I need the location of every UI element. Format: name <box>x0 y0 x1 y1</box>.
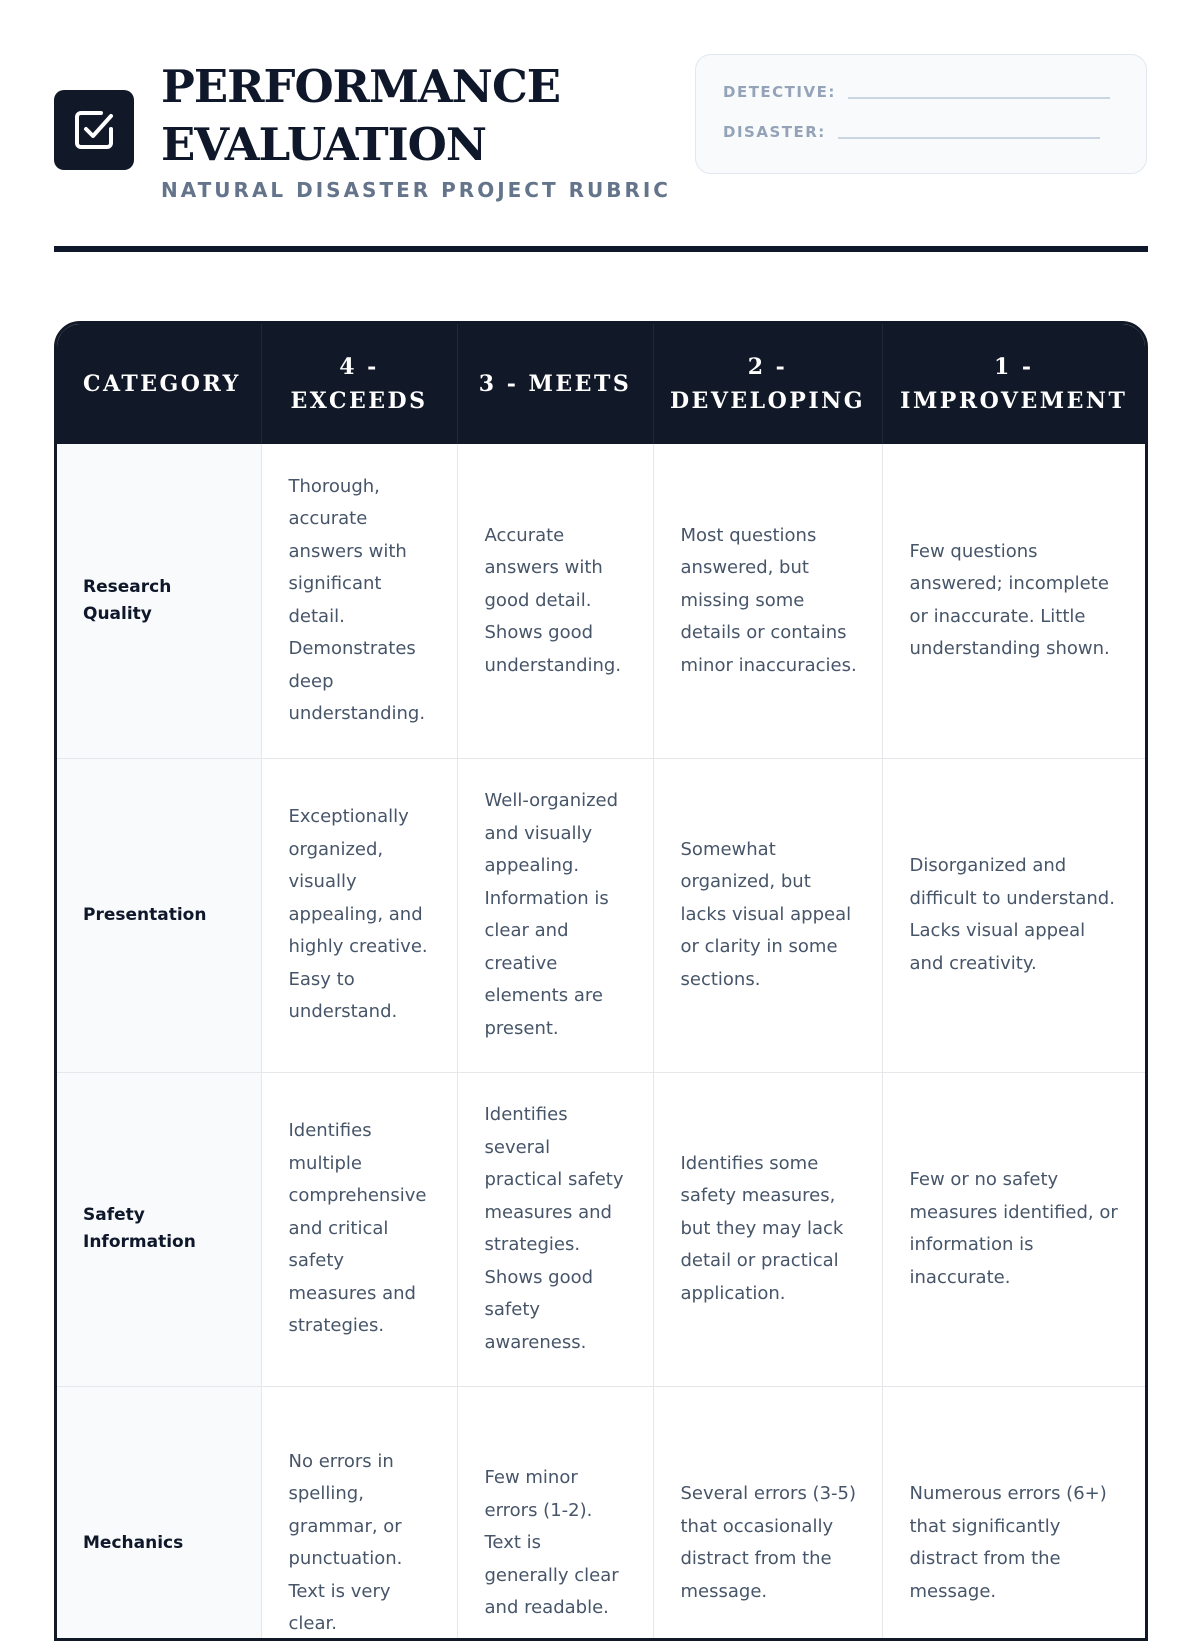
disaster-row <box>723 123 1100 141</box>
logo <box>54 90 134 170</box>
rubric-cell: Few questions answered; incomplete or inaccurate. Little understanding shown. <box>882 444 1145 758</box>
table-row <box>57 758 1145 1072</box>
table-row <box>57 1072 1145 1386</box>
disaster-field[interactable] <box>838 137 1100 139</box>
row-category: Mechanics <box>57 1386 261 1641</box>
detective-label: DETECTIVE: <box>723 83 836 101</box>
detective-row <box>723 83 1110 101</box>
checkbox-icon <box>71 107 117 153</box>
column-header-developing: 2 - DEVELOPING <box>653 324 882 444</box>
page-title-line-1: PERFORMANCE <box>161 60 561 113</box>
rubric-cell: Few minor errors (1-2). Text is generally clear and readable. <box>457 1386 653 1641</box>
rubric-cell: Most questions answered, but missing some details or contains minor inaccuracies. <box>653 444 882 758</box>
row-category: Safety Information <box>57 1072 261 1386</box>
row-category: Presentation <box>57 758 261 1072</box>
column-header-exceeds: 4 - EXCEEDS <box>261 324 457 444</box>
column-header-category: CATEGORY <box>57 324 261 444</box>
rubric-cell: Disorganized and difficult to understand. Lacks visual appeal and creativity. <box>882 758 1145 1072</box>
table-header-row <box>57 324 1145 444</box>
column-header-improvement: 1 - IMPROVEMENT <box>882 324 1145 444</box>
page-header <box>54 54 1148 204</box>
rubric-table <box>54 321 1148 1641</box>
column-header-meets: 3 - MEETS <box>457 324 653 444</box>
rubric-cell: Identifies multiple comprehensive and critical safety measures and strategies. <box>261 1072 457 1386</box>
rubric-cell: Few or no safety measures identified, or information is inaccurate. <box>882 1072 1145 1386</box>
table-row <box>57 444 1145 758</box>
rubric-cell: No errors in spelling, grammar, or punctuation. Text is very clear. <box>261 1386 457 1641</box>
rubric-cell: Somewhat organized, but lacks visual appeal or clarity in some sections. <box>653 758 882 1072</box>
header-divider <box>54 246 1148 252</box>
info-card <box>695 54 1147 174</box>
rubric-cell: Numerous errors (6+) that significantly distract from the message. <box>909 1483 1107 1602</box>
page-subtitle: NATURAL DISASTER PROJECT RUBRIC <box>161 178 671 202</box>
row-category: Research Quality <box>57 444 261 758</box>
rubric-cell: Thorough, accurate answers with significant detail. Demonstrates deep understanding. <box>261 444 457 758</box>
page-title-line-2: EVALUATION <box>161 118 486 171</box>
rubric-cell: Several errors (3-5) that occasionally distract from the message. <box>653 1386 882 1641</box>
rubric-cell: Identifies several practical safety measures and strategies. Shows good safety awareness. <box>457 1072 653 1386</box>
disaster-label: DISASTER: <box>723 123 826 141</box>
rubric-cell: Exceptionally organized, visually appealing, and highly creative. Easy to understand. <box>261 758 457 1072</box>
rubric-cell: Well-organized and visually appealing. Information is clear and creative elements are present. <box>457 758 653 1072</box>
rubric-cell: Accurate answers with good detail. Shows good understanding. <box>457 444 653 758</box>
detective-field[interactable] <box>848 97 1110 99</box>
table-row <box>57 1386 1145 1641</box>
rubric-cell: Identifies some safety measures, but they may lack detail or practical application. <box>653 1072 882 1386</box>
title-block <box>161 58 671 202</box>
